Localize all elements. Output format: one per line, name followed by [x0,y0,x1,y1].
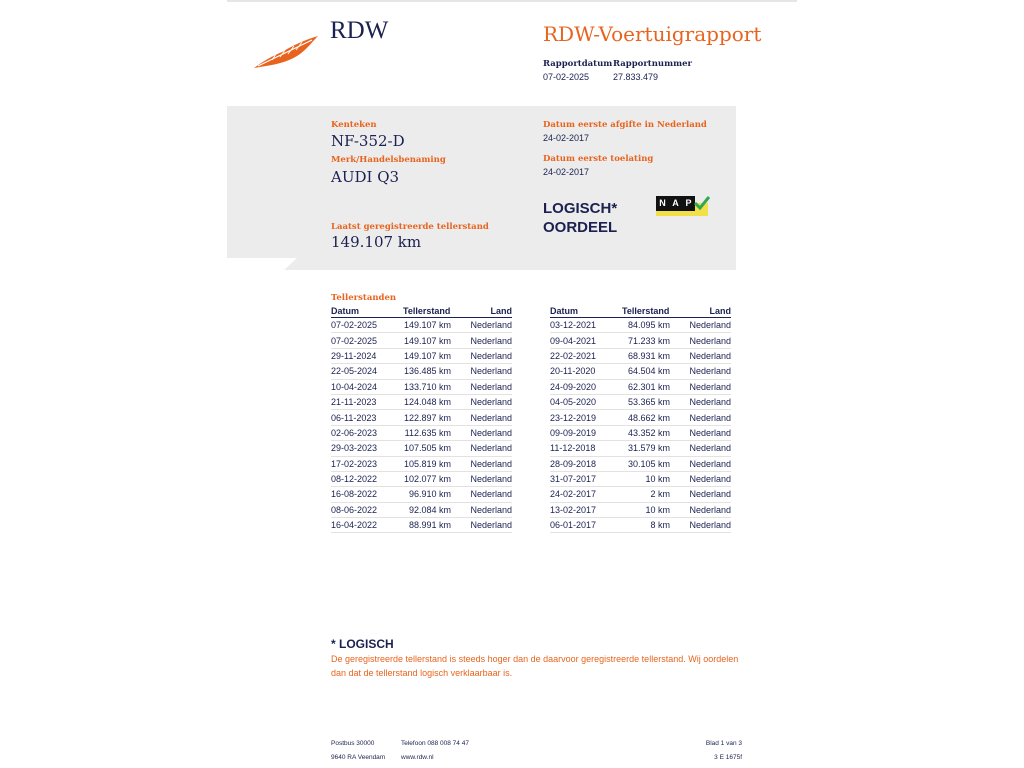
row-datum: 07-02-2025 [331,318,403,333]
row-tellerstand: 136.485 km [403,364,451,379]
merk-label: Merk/Handelsbenaming [331,155,446,165]
oordeel-line2: OORDEEL [543,219,618,236]
row-datum: 21-11-2023 [331,394,403,409]
row-land: Nederland [451,394,512,409]
row-datum: 31-07-2017 [550,471,622,486]
row-datum: 10-04-2024 [331,379,403,394]
row-tellerstand: 71.233 km [622,333,670,348]
table-row [331,456,512,471]
row-tellerstand: 30.105 km [622,456,670,471]
nap-logo [656,196,708,216]
table-row [550,318,731,333]
row-land: Nederland [451,333,512,348]
laatst-label: Laatst geregistreerde tellerstand [331,222,489,232]
table-row [550,487,731,502]
table-row [550,410,731,425]
row-datum: 22-05-2024 [331,364,403,379]
row-tellerstand: 102.077 km [403,471,451,486]
col-tellerstand: Tellerstand [622,306,670,316]
row-tellerstand: 8 km [622,518,670,533]
laatst-value: 149.107 km [331,233,422,251]
report-title: RDW-Voertuigrapport [543,22,762,46]
row-datum: 28-09-2018 [550,456,622,471]
rdw-feather-logo-icon [252,32,320,70]
table-row [550,333,731,348]
row-datum: 23-12-2019 [550,410,622,425]
row-datum: 29-11-2024 [331,348,403,363]
row-datum: 16-04-2022 [331,518,403,533]
row-datum: 06-11-2023 [331,410,403,425]
table-row [550,456,731,471]
row-land: Nederland [670,333,731,348]
table-row [550,364,731,379]
row-land: Nederland [670,364,731,379]
row-datum: 04-05-2020 [550,394,622,409]
toelating-label: Datum eerste toelating [543,154,654,164]
row-tellerstand: 133.710 km [403,379,451,394]
table-row [331,487,512,502]
row-tellerstand: 92.084 km [403,502,451,517]
row-datum: 16-08-2022 [331,487,403,502]
col-land: Land [670,306,731,318]
col-datum: Datum [331,306,403,318]
toelating-value: 24-02-2017 [543,167,590,177]
col-tellerstand: Tellerstand [403,306,451,316]
footer-postbus: Postbus 30000 [331,740,375,747]
tellerstanden-table-left [331,306,512,533]
row-land: Nederland [670,502,731,517]
table-row [331,379,512,394]
table-row [550,502,731,517]
row-datum: 17-02-2023 [331,456,403,471]
row-datum: 24-02-2017 [550,487,622,502]
row-land: Nederland [670,441,731,456]
rapportnummer-label: Rapportnummer [613,59,692,69]
footer-website[interactable]: www.rdw.nl [401,754,434,761]
afgifte-label: Datum eerste afgifte in Nederland [543,120,707,130]
page-top-edge [227,0,797,2]
row-tellerstand: 43.352 km [622,425,670,440]
kenteken-label: Kenteken [331,120,377,130]
row-tellerstand: 107.505 km [403,441,451,456]
table-row [331,364,512,379]
oordeel-line1: LOGISCH* [543,200,618,217]
footer-code: 3 E 1675f [714,754,742,761]
row-land: Nederland [670,410,731,425]
row-tellerstand: 10 km [622,471,670,486]
table-row [550,379,731,394]
row-tellerstand: 62.301 km [622,379,670,394]
row-tellerstand: 53.365 km [622,394,670,409]
row-datum: 29-03-2023 [331,441,403,456]
row-land: Nederland [451,487,512,502]
row-tellerstand: 149.107 km [403,348,451,363]
row-datum: 03-12-2021 [550,318,622,333]
row-datum: 09-04-2021 [550,333,622,348]
table-row [331,502,512,517]
table-row [331,518,512,533]
row-tellerstand: 2 km [622,487,670,502]
row-land: Nederland [670,471,731,486]
summary-panel [227,106,736,270]
row-land: Nederland [451,441,512,456]
row-land: Nederland [670,425,731,440]
nap-letter-n: N [656,196,669,211]
footer-telefoon: Telefoon 088 008 74 47 [401,740,469,747]
row-tellerstand: 84.095 km [622,318,670,333]
row-land: Nederland [451,318,512,333]
footer-blad: Blad 1 van 3 [705,740,742,747]
row-land: Nederland [670,379,731,394]
table-row [550,394,731,409]
row-datum: 08-12-2022 [331,471,403,486]
row-tellerstand: 112.635 km [403,425,451,440]
table-row [331,394,512,409]
table-row [550,518,731,533]
merk-value: AUDI Q3 [331,168,400,186]
table-row [331,348,512,363]
rapportdatum-value: 07-02-2025 [543,72,590,82]
row-tellerstand: 96.910 km [403,487,451,502]
row-datum: 08-06-2022 [331,502,403,517]
row-land: Nederland [670,487,731,502]
row-tellerstand: 88.991 km [403,518,451,533]
row-land: Nederland [451,364,512,379]
footnote-text: De geregistreerde tellerstand is steeds hoger dan de daarvoor geregistreerde tellerstand. Wij oordelen dan dat de tellerstand logisch verklaarbaar is. [331,654,739,678]
row-tellerstand: 105.819 km [403,456,451,471]
row-tellerstand: 149.107 km [403,318,451,333]
footer-plaats: 9640 RA Veendam [331,754,386,761]
checkmark-icon [694,196,710,210]
tellerstanden-table-right [550,306,731,533]
tellerstanden-title: Tellerstanden [331,293,397,303]
table-row [550,425,731,440]
row-tellerstand: 149.107 km [403,333,451,348]
rapportdatum-label: Rapportdatum [543,59,613,69]
row-tellerstand: 10 km [622,502,670,517]
row-tellerstand: 68.931 km [622,348,670,363]
table-row [550,441,731,456]
row-land: Nederland [451,456,512,471]
row-land: Nederland [670,394,731,409]
row-land: Nederland [451,410,512,425]
col-land: Land [451,306,512,318]
row-tellerstand: 31.579 km [622,441,670,456]
row-datum: 24-09-2020 [550,379,622,394]
table-row [331,410,512,425]
row-land: Nederland [451,502,512,517]
row-land: Nederland [451,379,512,394]
row-tellerstand: 124.048 km [403,394,451,409]
row-tellerstand: 64.504 km [622,364,670,379]
row-datum: 11-12-2018 [550,441,622,456]
row-datum: 02-06-2023 [331,425,403,440]
row-land: Nederland [670,348,731,363]
row-datum: 20-11-2020 [550,364,622,379]
table-row [331,471,512,486]
table-row [331,318,512,333]
row-land: Nederland [451,425,512,440]
row-land: Nederland [670,318,731,333]
row-land: Nederland [451,471,512,486]
table-row [550,471,731,486]
row-datum: 13-02-2017 [550,502,622,517]
logo-text: RDW [330,17,389,44]
row-land: Nederland [670,518,731,533]
table-row [331,333,512,348]
row-land: Nederland [670,456,731,471]
table-row [331,425,512,440]
nap-letter-a: A [669,196,682,211]
col-datum: Datum [550,306,622,318]
footnote-title: * LOGISCH [331,637,394,651]
row-land: Nederland [451,518,512,533]
row-datum: 09-09-2019 [550,425,622,440]
table-row [331,441,512,456]
table-row [550,348,731,363]
row-datum: 06-01-2017 [550,518,622,533]
row-tellerstand: 122.897 km [403,410,451,425]
rapportnummer-value: 27.833.479 [613,72,659,82]
row-tellerstand: 48.662 km [622,410,670,425]
row-datum: 07-02-2025 [331,333,403,348]
row-datum: 22-02-2021 [550,348,622,363]
row-land: Nederland [451,348,512,363]
kenteken-value: NF-352-D [331,132,405,150]
afgifte-value: 24-02-2017 [543,133,590,143]
nap-letter-p: P [682,196,695,211]
